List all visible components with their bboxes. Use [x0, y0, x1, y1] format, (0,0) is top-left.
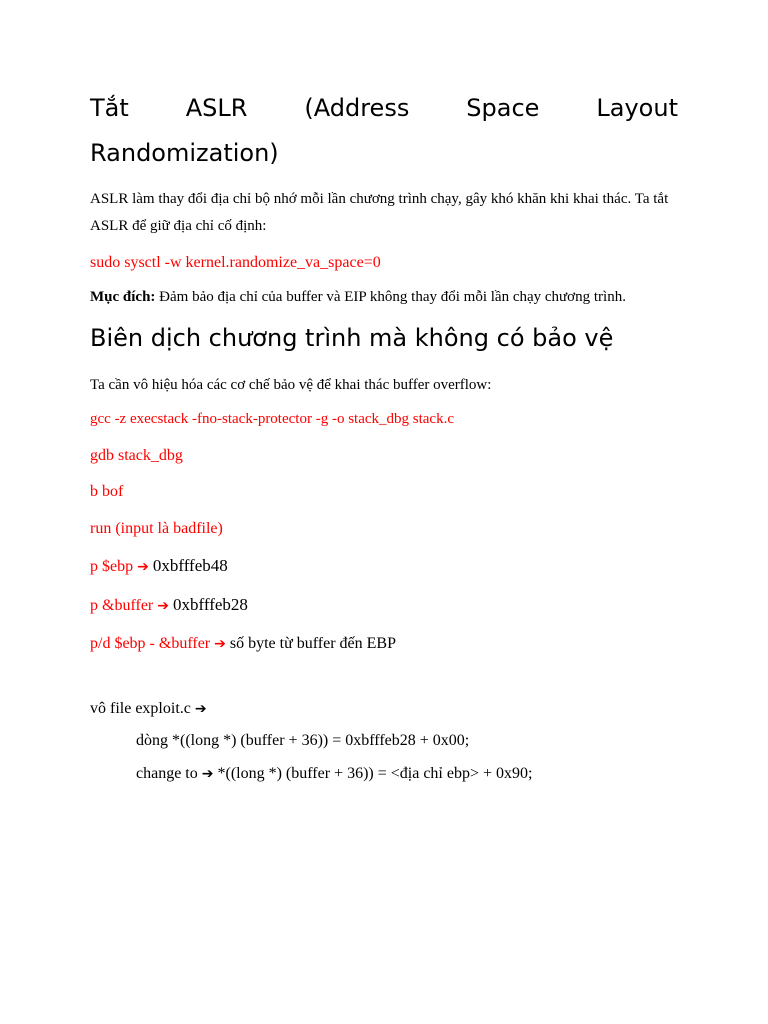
heading-word: ASLR	[185, 94, 248, 122]
gdb-command: gdb stack_dbg	[90, 447, 183, 464]
arrow-right-icon: ➔	[137, 559, 149, 575]
heading-word: Layout	[596, 94, 678, 122]
exploit-intro	[90, 695, 211, 723]
gdb-output-buffer	[90, 591, 248, 620]
exploit-changed-line	[136, 760, 532, 788]
heading-compile: Biên dịch chương trình mà không có bảo vệ	[90, 324, 614, 352]
changed-code: *((long *) (buffer + 36)) = <địa chỉ ebp> + 0x90;	[217, 765, 533, 782]
heading-aslr-line2: Randomization)	[90, 139, 279, 167]
gdb-output-cmd: p/d $ebp - &buffer	[90, 635, 211, 652]
gdb-output-result: số byte từ buffer đến EBP	[229, 635, 396, 652]
compile-intro-paragraph: Ta cần vô hiệu hóa các cơ chế bảo vệ để khai thác buffer overflow:	[90, 377, 492, 393]
gdb-output-cmd: p &buffer	[90, 597, 154, 614]
arrow-right-icon: ➔	[214, 636, 226, 652]
exploit-original-line: dòng *((long *) (buffer + 36)) = 0xbfffeb28 + 0x00;	[136, 732, 470, 749]
gdb-output-offset	[90, 630, 396, 658]
gcc-command: gcc -z execstack -fno-stack-protector -g -o stack_dbg stack.c	[90, 411, 454, 427]
aslr-intro-paragraph: ASLR làm thay đổi địa chỉ bộ nhớ mỗi lần chương trình chạy, gây khó khăn khi khai thác. Ta tắt ASLR để giữ địa chỉ cố định:	[90, 191, 669, 234]
purpose-label: Mục đích:	[90, 289, 156, 305]
purpose-text: Đảm bảo địa chỉ của buffer và EIP không thay đổi mỗi lần chạy chương trình.	[159, 289, 626, 305]
arrow-right-icon: ➔	[201, 766, 214, 782]
aslr-command: sudo sysctl -w kernel.randomize_va_space=0	[90, 254, 381, 271]
heading-word: Tắt	[90, 94, 129, 122]
run-command: run (input là badfile)	[90, 520, 223, 537]
gdb-output-cmd: p $ebp	[90, 558, 134, 575]
purpose-paragraph	[90, 284, 626, 311]
heading-word: (Address	[304, 94, 410, 122]
gdb-output-result: 0xbfffeb48	[152, 556, 228, 575]
heading-aslr-line1	[90, 86, 678, 131]
exploit-intro-text: vô file exploit.c	[90, 700, 191, 717]
break-command: b bof	[90, 483, 124, 500]
heading-word: Space	[466, 94, 540, 122]
arrow-right-icon: ➔	[157, 598, 169, 614]
gdb-output-result: 0xbfffeb28	[172, 595, 248, 614]
change-label: change to	[136, 765, 198, 782]
arrow-right-icon: ➔	[194, 701, 207, 717]
gdb-output-ebp	[90, 552, 228, 581]
